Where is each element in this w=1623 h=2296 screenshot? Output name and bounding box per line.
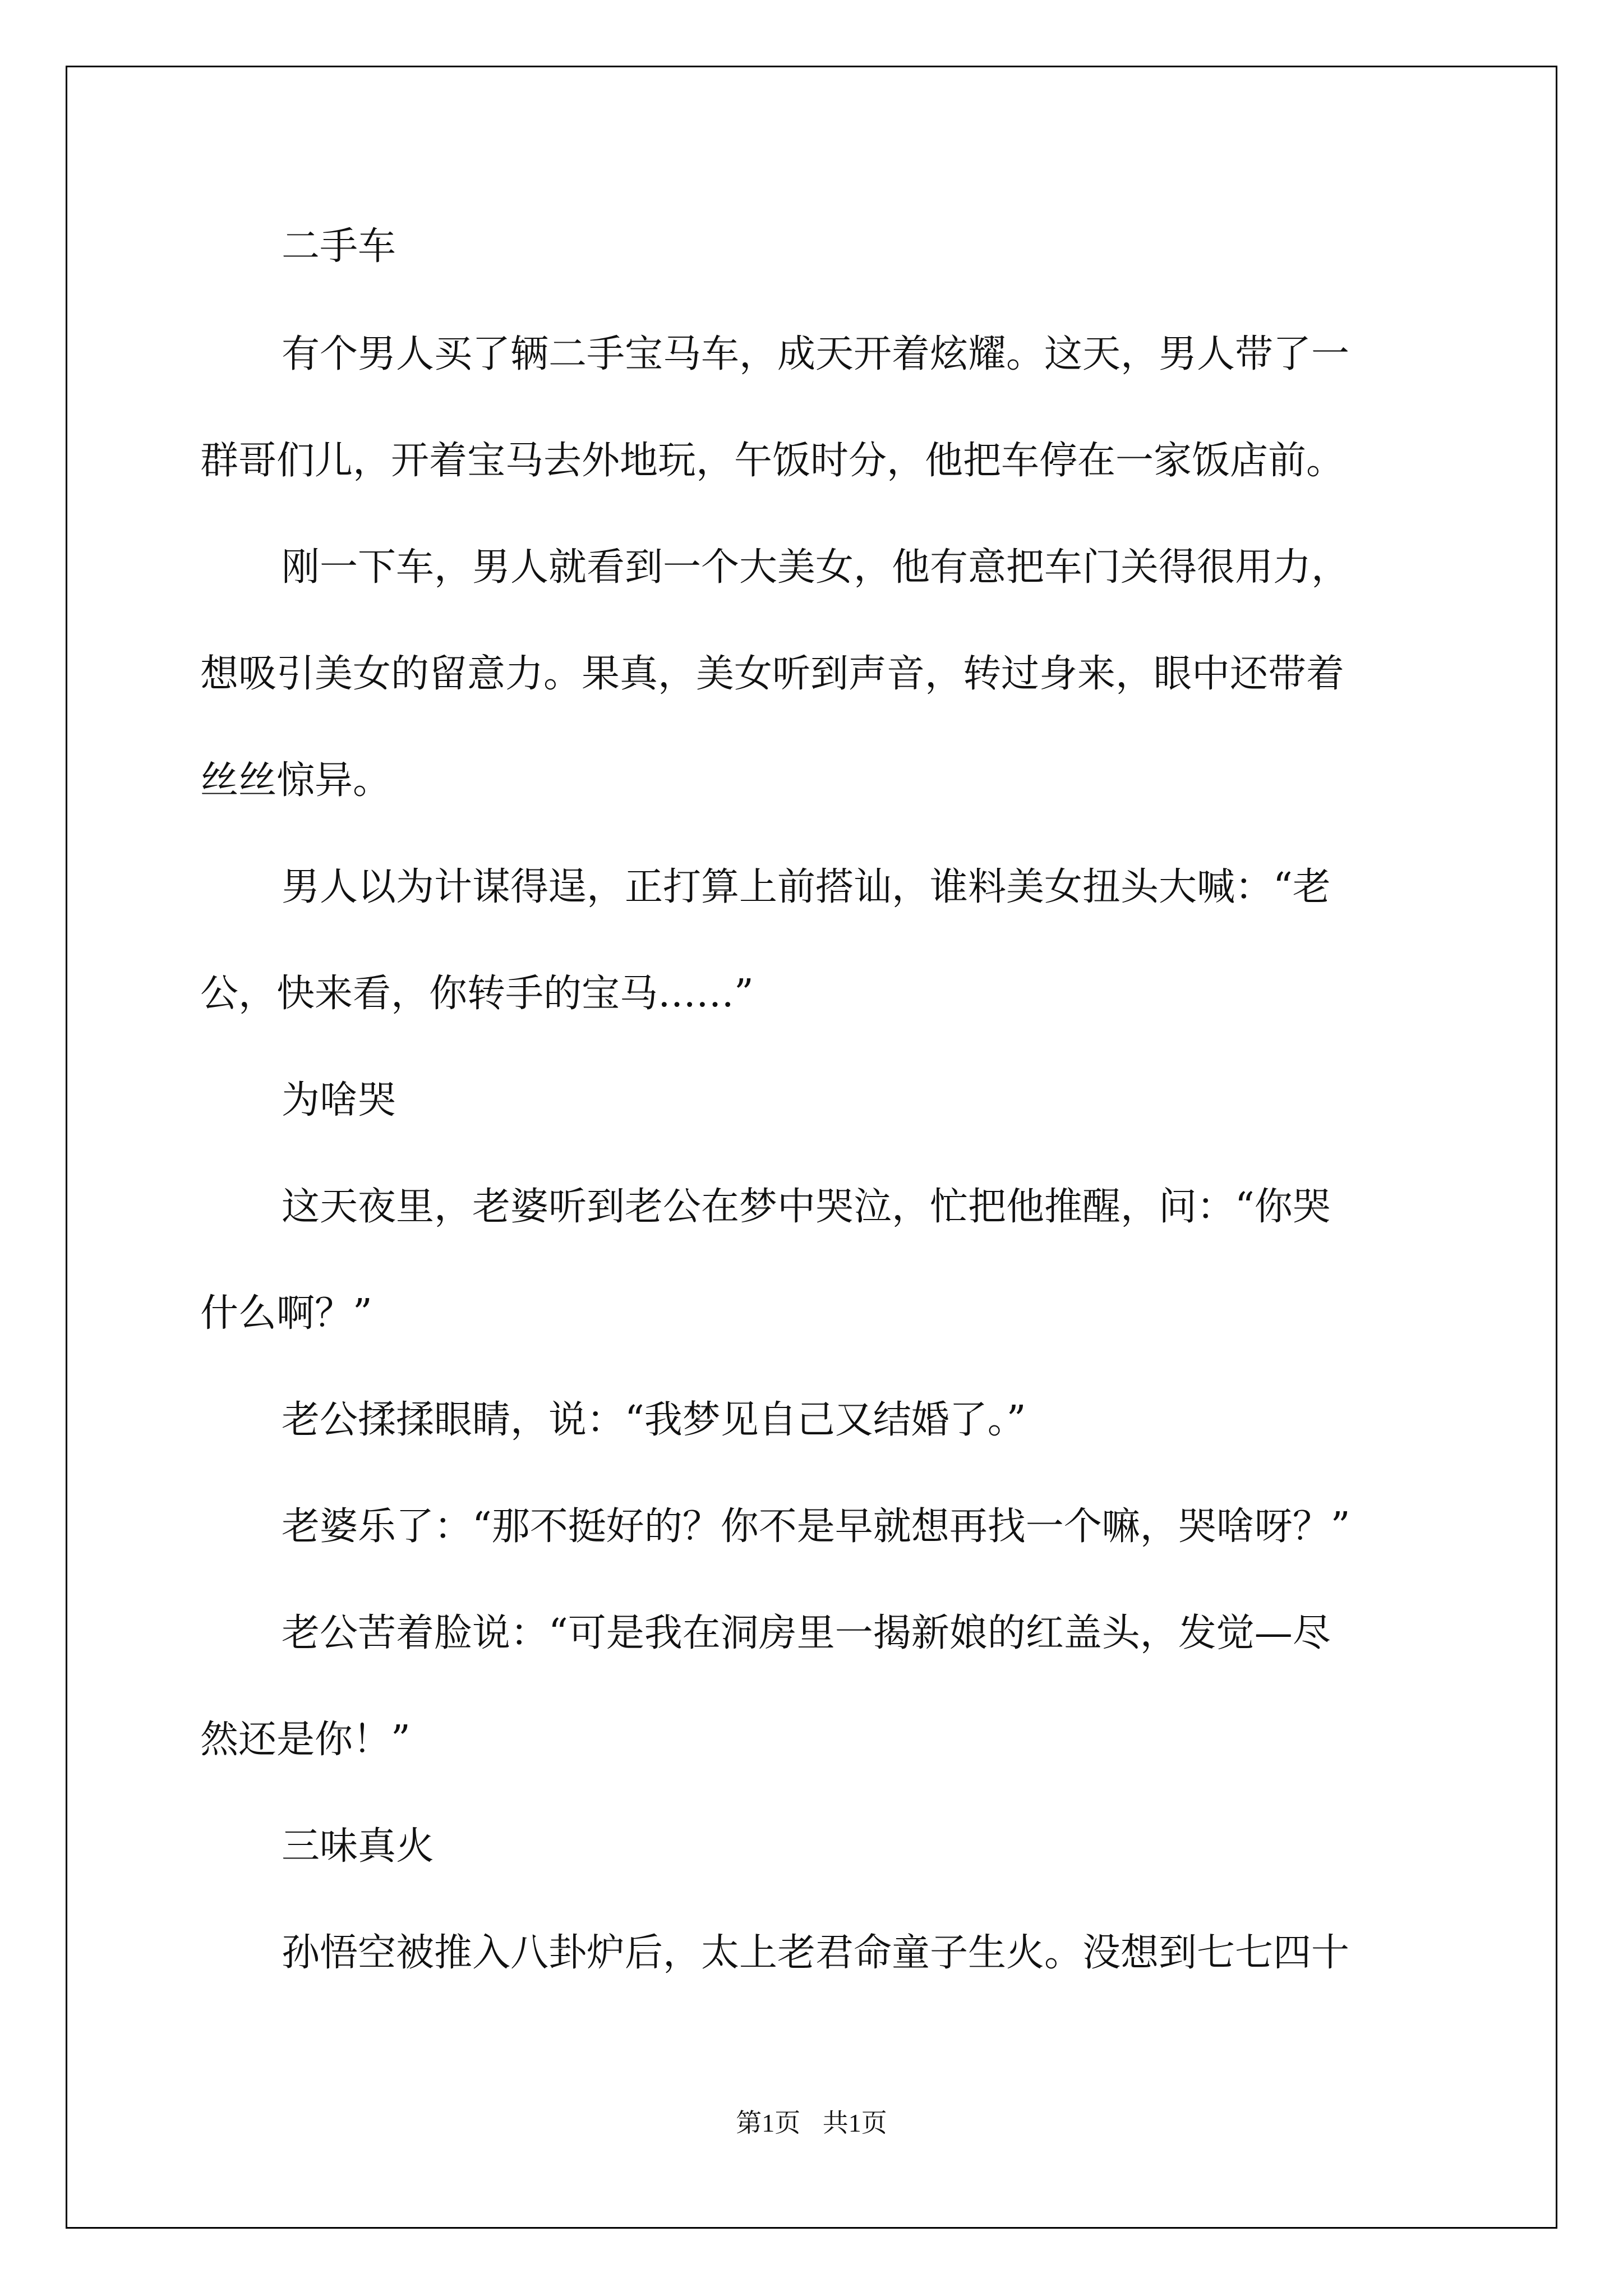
paragraph-line: 男人以为计谋得逞，正打算上前搭讪，谁料美女扭头大喊：“老 [282, 865, 1331, 909]
paragraph-line: 想吸引美女的留意力。果真，美女听到声音，转过身来，眼中还带着 [200, 652, 1345, 696]
heading-samadhi-fire: 三味真火 [282, 1824, 435, 1869]
paragraph-line: 群哥们儿，开着宝马去外地玩，午饭时分，他把车停在一家饭店前。 [200, 439, 1345, 483]
paragraph-line: 孙悟空被推入八卦炉后，太上老君命童子生火。没想到七七四十 [282, 1931, 1350, 1975]
paragraph-line: 什么啊？” [200, 1291, 372, 1336]
paragraph-line: 老公揉揉眼睛，说：“我梦见自己又结婚了。” [282, 1398, 1026, 1442]
paragraph-line: 老公苦着脸说：“可是我在洞房里一揭新娘的红盖头，发觉—尽 [282, 1611, 1331, 1655]
paragraph-line: 有个男人买了辆二手宝马车，成天开着炫耀。这天，男人带了一 [282, 332, 1350, 376]
heading-used-car: 二手车 [282, 224, 396, 269]
page-border [66, 66, 1557, 2229]
paragraph-line: 然还是你！” [200, 1718, 411, 1762]
paragraph-line: 这天夜里，老婆听到老公在梦中哭泣，忙把他推醒，问：“你哭 [282, 1185, 1331, 1229]
heading-why-cry: 为啥哭 [282, 1078, 396, 1122]
paragraph-line: 老婆乐了：“那不挺好的？你不是早就想再找一个嘛，哭啥呀？” [282, 1504, 1350, 1549]
paragraph-line: 公，快来看，你转手的宝马……” [200, 972, 754, 1016]
paragraph-line: 丝丝惊异。 [200, 758, 391, 803]
page-total: 共1页 [822, 2109, 887, 2137]
paragraph-line: 刚一下车，男人就看到一个大美女，他有意把车门关得很用力， [282, 545, 1350, 590]
page-footer [0, 2102, 1623, 2139]
page-number: 第1页 [736, 2109, 801, 2137]
